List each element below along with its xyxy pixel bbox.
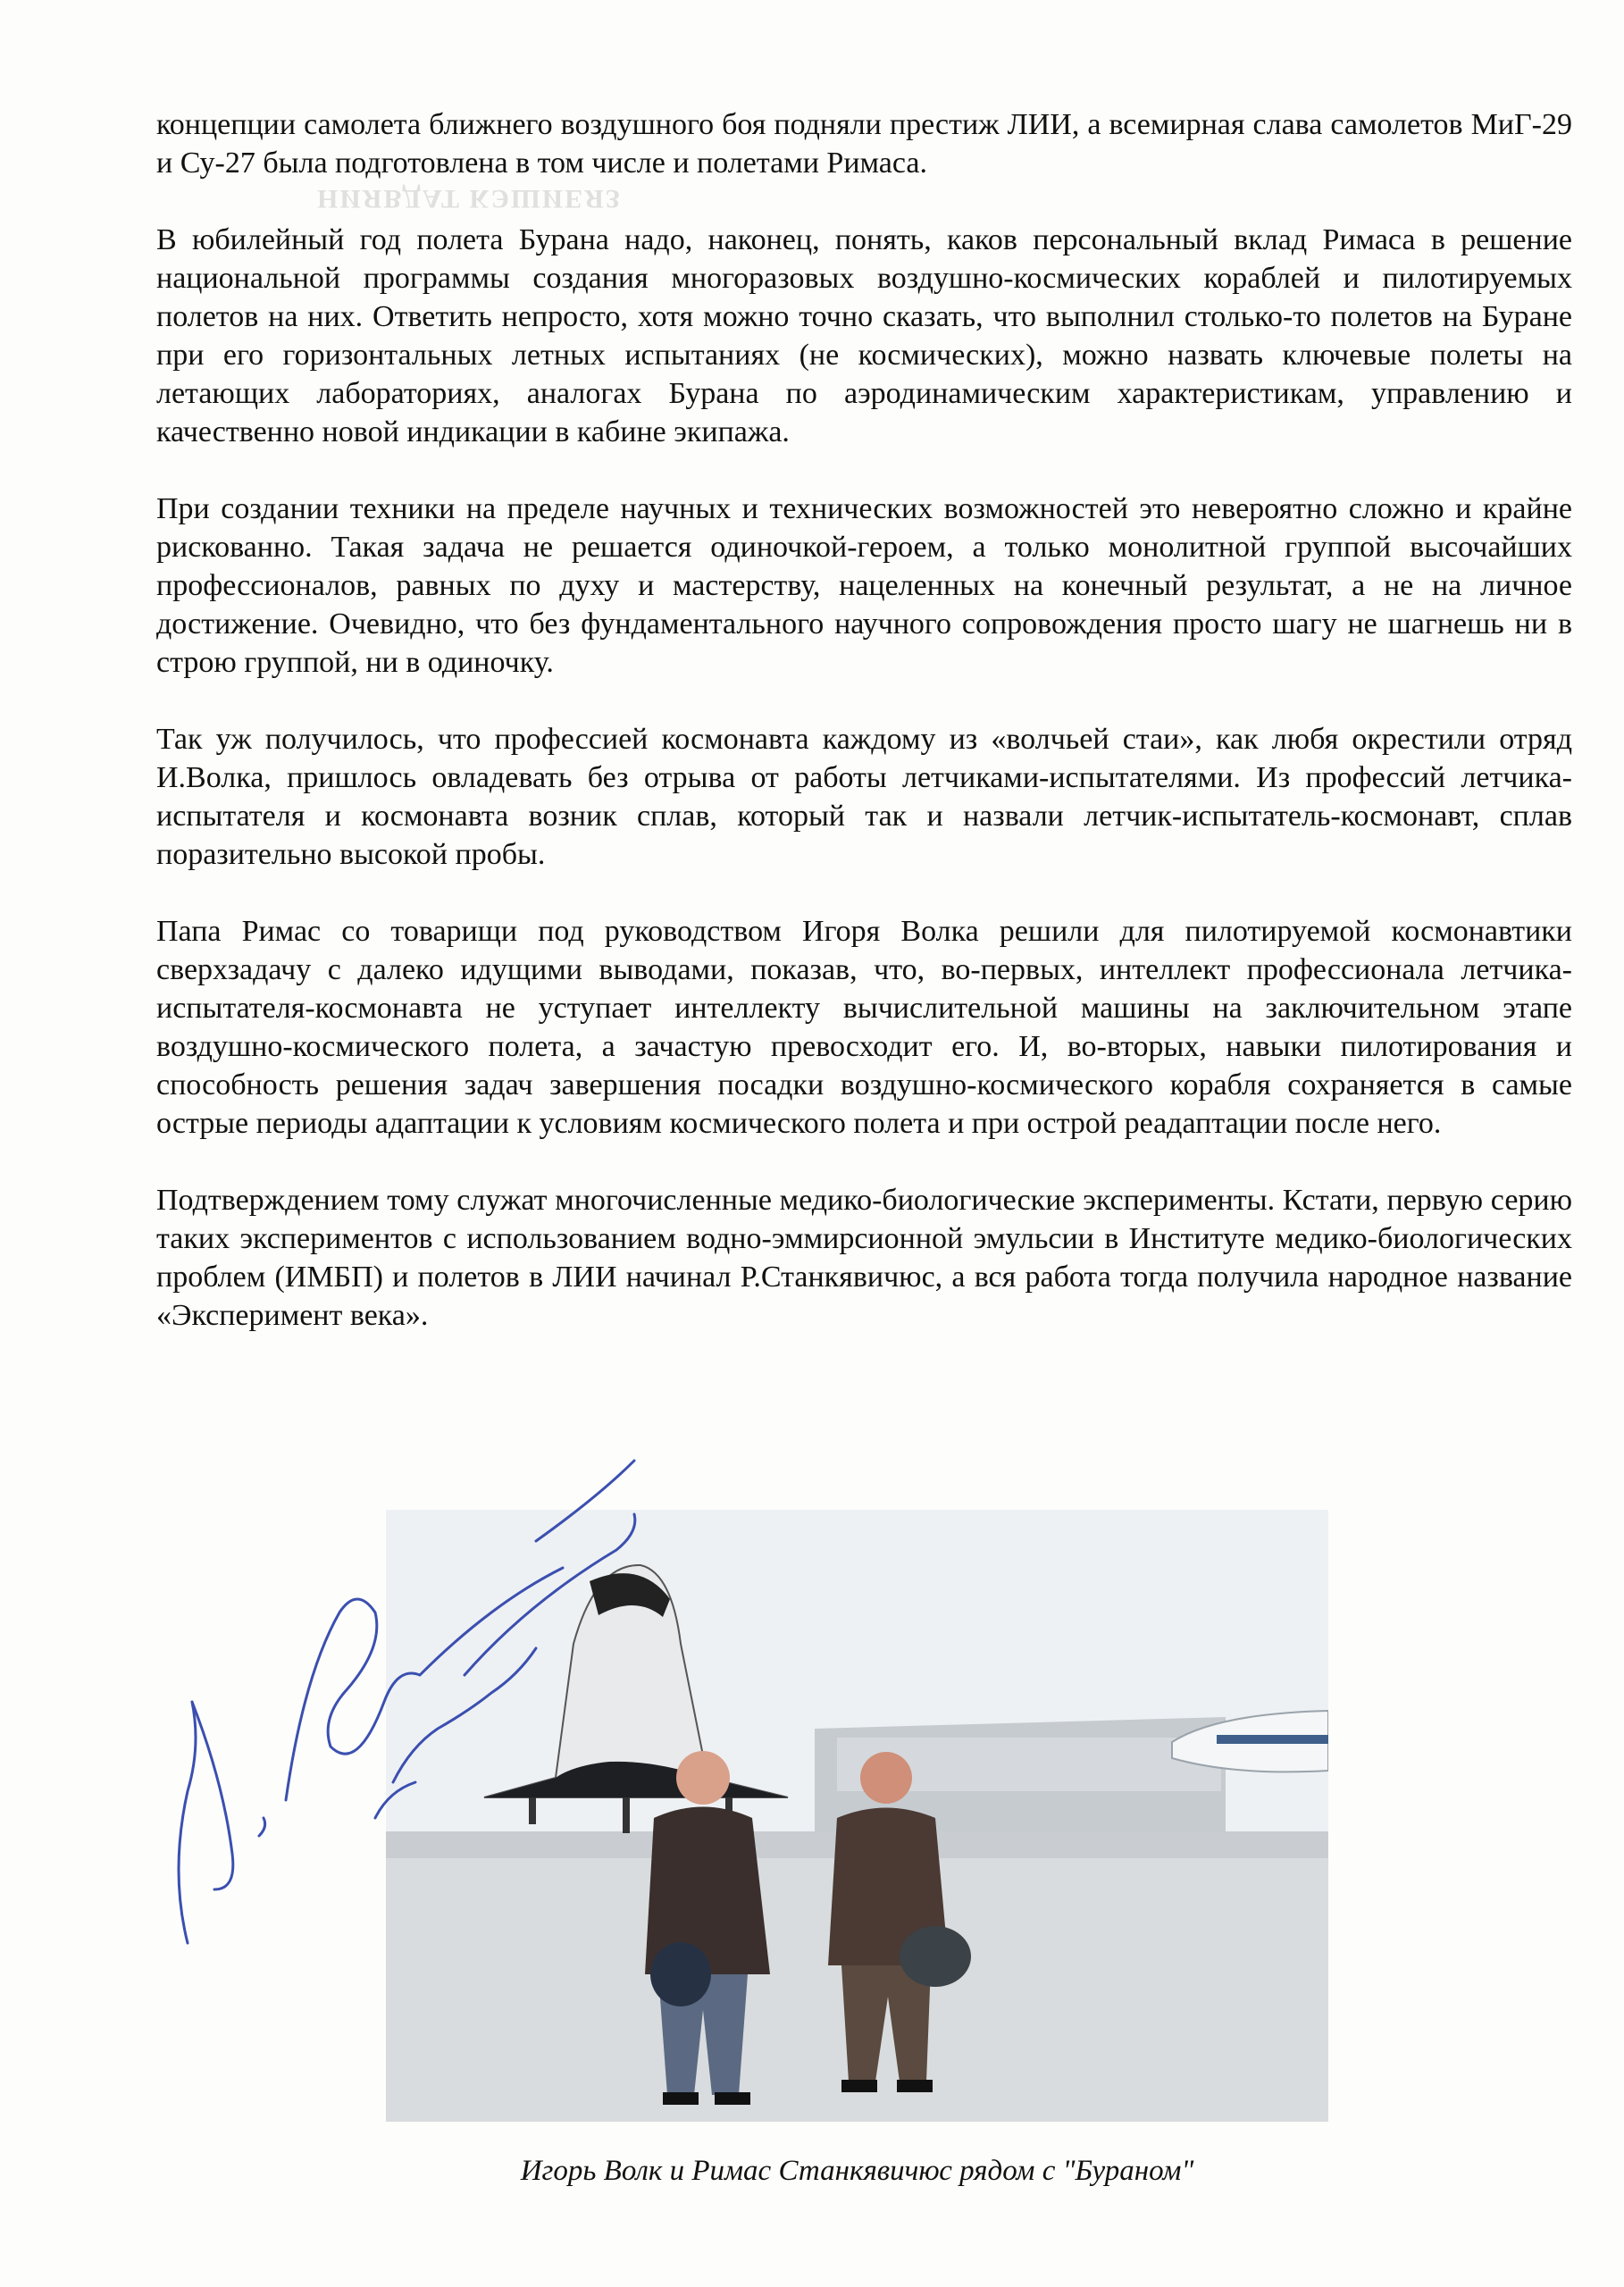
paragraph-6: Подтверждением тому служат многочисленные медико-биологические эксперименты. Кстати, первую серию таких экспериментов с использованием водно-эммирсионной эмульсии в Институте медико-биологических проблем (ИМБП) и полетов в ЛИИ начинал Р.Станкявичюс, а вся работа тогда получила народное название «Эксперимент века». — [156, 1184, 1572, 1332]
photo-caption: Игорь Волк и Римас Станкявичюс рядом с "Бураном" — [520, 2155, 1194, 2187]
bleed-through-text: НИЯВДАТ КЭШИЕЯЗ — [317, 184, 622, 214]
paragraph-3: При создании техники на пределе научных и технических возможностей это невероятно сложно и крайне рискованно. Такая задача не решается одиночкой-героем, а только монолитной группой высочайших профессионалов, равных по духу и мастерству, нацеленных на конечный результат, а не на личное достижение. Очевидно, что без фундаментального научного сопровождения просто шагу не шагнешь ни в строю группой, ни в одиночку. — [156, 492, 1572, 679]
body-text — [156, 105, 1572, 1373]
paragraph-2: В юбилейный год полета Бурана надо, наконец, понять, каков персональный вклад Римаса в решение национальной программы создания многоразовых воздушно-космических кораблей и пилотируемых полетов на них. Ответить непросто, хотя можно точно сказать, что выполнил столько-то полетов на Буране при его горизонтальных летных испытаниях (не космических), можно назвать ключевые полеты на летающих лабораториях, аналогах Бурана по аэродинамическим характеристикам, управлению и качественно новой индикации в кабине экипажа. — [156, 223, 1572, 448]
paragraph-4: Так уж получилось, что профессией космонавта каждому из «волчьей стаи», как любя окрестили отряд И.Волка, пришлось овладевать без отрыва от работы летчиками-испытателями. Из профессий летчика-испытателя и космонавта возник сплав, который так и назвали летчик-испытатель-космонавт, сплав поразительно высокой пробы. — [156, 723, 1572, 871]
handwritten-signature — [152, 1407, 652, 1961]
paragraph-5: Папа Римас со товарищи под руководством Игоря Волка решили для пилотируемой космонавтики сверхзадачу с далеко идущими выводами, показав, что, во-первых, интеллект профессионала летчика-испытателя-космонавта не уступает интеллекту вычислительной машины на заключительном этапе воздушно-космического полета, а зачастую превосходит его. И, во-вторых, навыки пилотирования и способность решения задач завершения посадки воздушно-космического корабля сохраняется в самые острые периоды адаптации к условиям космического полета и при острой реадаптации после него. — [156, 915, 1572, 1140]
paragraph-1: концепции самолета ближнего воздушного боя подняли престиж ЛИИ, а всемирная слава самолетов МиГ-29 и Су-27 была подготовлена в том числе и полетами Римаса. — [156, 108, 1572, 180]
